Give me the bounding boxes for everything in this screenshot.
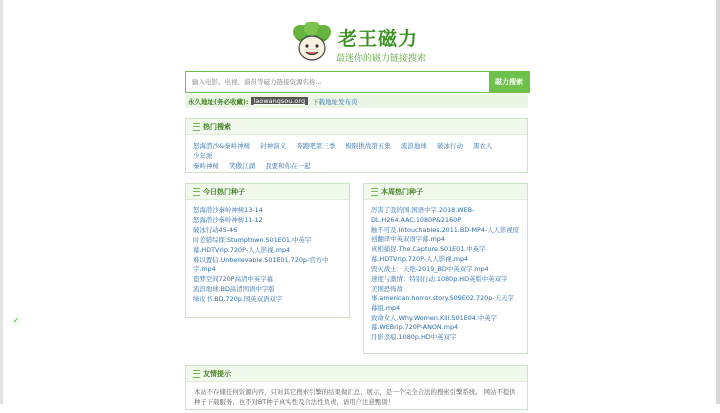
hot-search-item[interactable]: 破冰行动 — [436, 142, 463, 150]
seed-link[interactable]: 厉害了我的国.国语中字.2018.WEB-DL.H264.AAC.1080P&2160P — [371, 206, 475, 224]
list-icon — [371, 188, 378, 196]
today-hot-panel — [185, 183, 350, 318]
list-icon — [193, 123, 200, 131]
search-button[interactable]: 磁力搜索 — [489, 72, 529, 92]
cabbage-logo-icon — [290, 22, 334, 62]
hot-search-item[interactable]: 封神演义 — [260, 142, 287, 150]
seed-link[interactable]: 时差错综探.Stumptown.S01E01.中英字幕.HDTVrip.720P-人人影视.mp4 — [193, 235, 312, 254]
notice-text: 本站不存储任何资源内容，只对其它搜索引擎的结果做汇总、展示，是一个完全合法的搜索引擎系统。 网站不提供种子下载服务，也不对BT种子真实性及合法性负责，请用户注意甄别！ — [194, 388, 516, 406]
search-bar — [185, 71, 530, 93]
scrollbar[interactable] — [716, 0, 720, 404]
hot-search-item[interactable]: 笑傲江湖 — [229, 162, 256, 170]
today-hot-list — [186, 200, 349, 311]
today-hot-header — [186, 184, 349, 200]
seed-link[interactable]: 月影杀痕.1080p.HD中英双字 — [371, 333, 457, 342]
seed-link[interactable]: 怒海潜沙秦岭神树13-14 — [193, 206, 263, 214]
hot-search-item[interactable]: 奔跑吧第三季 — [296, 142, 336, 150]
seed-link[interactable]: 速度与激情：特别行动.1080p.HD英版中英双字 — [371, 274, 508, 283]
hot-search-title: 热门搜索 — [203, 122, 231, 131]
week-hot-panel — [363, 183, 528, 354]
seed-link[interactable]: 怒海潜沙秦岭神树11-12 — [193, 215, 263, 224]
hot-search-item[interactable]: 我要和你在一起 — [265, 162, 311, 170]
seed-link[interactable]: 致命女人.Why.Women.Kill.S01E04.中英字幕.WEBrip.720P-ANON.mp4 — [371, 313, 498, 332]
week-hot-list — [364, 200, 527, 349]
address-label: 永久地址(务必收藏): — [188, 97, 249, 106]
seed-link[interactable]: 难以置信.Unbelievable.S01E01.720p-官方中字.mp4 — [193, 255, 329, 274]
address-link[interactable]: laowangsou.org — [251, 97, 309, 105]
list-icon — [193, 370, 200, 378]
week-hot-title: 本周热门种子 — [381, 187, 423, 196]
seed-link[interactable]: 触不可及.Intouchables.2011.BD-MP4-人人影视原创翻译中英双语字幕.mp4 — [371, 225, 520, 244]
seed-link[interactable]: 破冰行动45-46 — [193, 225, 238, 234]
logo-title: 老王磁力 — [338, 28, 419, 50]
seed-link[interactable]: 绿皮书.BD.720p.国英双语双字 — [193, 295, 283, 304]
hot-search-item[interactable]: 少年派 — [193, 152, 213, 160]
hot-search-item[interactable]: 黑衣人 — [473, 142, 493, 150]
seed-link[interactable]: 毁灭战士：天绝-2019_BD中英双字.mp4 — [371, 264, 489, 273]
hot-search-item[interactable]: 秦岭神树 — [193, 162, 219, 170]
hot-search-header — [186, 119, 527, 135]
seed-link[interactable]: 盗梦空间720P高清中英字幕 — [193, 275, 273, 284]
seed-link[interactable]: 真相捕捉.The.Capture.S01E01.中英字幕.HDTVrip.720P-人人影视.mp4 — [371, 245, 486, 263]
permanent-address-bar — [185, 94, 528, 108]
window-edge-left — [0, 0, 3, 404]
hot-search-item[interactable]: 极限挑战第五集 — [345, 142, 391, 150]
checkmark-icon[interactable]: ✓ — [12, 316, 20, 325]
list-icon — [193, 188, 200, 196]
today-hot-title: 今日热门种子 — [203, 187, 245, 196]
hot-search-list — [186, 135, 527, 177]
notice-title: 友情提示 — [203, 369, 231, 378]
search-input[interactable] — [186, 72, 498, 92]
hot-search-item[interactable]: 流浪地球 — [400, 142, 427, 150]
week-hot-header — [364, 184, 527, 200]
publish-page-link[interactable]: 下载地址发布页 — [312, 97, 358, 106]
logo-slogan: 最迷你的磁力链接搜索 — [336, 54, 427, 64]
notice-panel — [185, 365, 528, 410]
hot-search-panel — [185, 118, 528, 173]
seed-link[interactable]: 流浪地球.BD高清国语中字版 — [193, 285, 275, 294]
seed-link[interactable]: 美国恐怖故事.american.horror.story.S09E02.720p-天天字幕组.mp4 — [371, 284, 514, 312]
notice-header — [186, 366, 527, 382]
hot-search-item[interactable]: 怒海潜沙&秦岭神树 — [193, 142, 251, 150]
